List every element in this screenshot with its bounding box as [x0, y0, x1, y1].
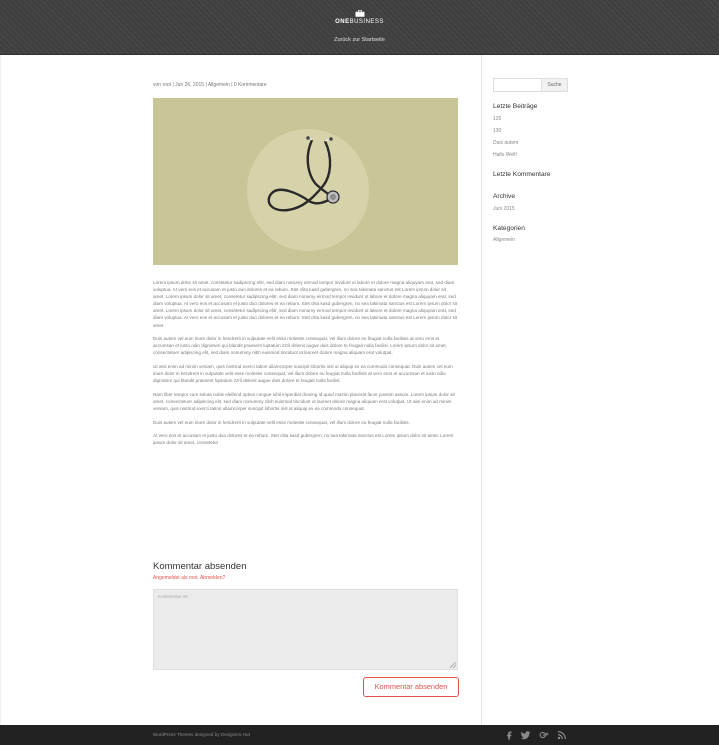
comment-form-title: Kommentar absenden: [153, 561, 247, 572]
search-button[interactable]: Suche: [541, 78, 568, 92]
page-edge: [0, 55, 1, 725]
post-paragraph: Nam liber tempor cum soluta nobis eleifend option congue nihil imperdiet doming id quod mazim placerat facer possim assum. Lorem ipsum dolor sit amet, consectetuer adipiscing elit, sed diam nonummy nibh euismod tincidunt ut laoreet dolore magna aliquam erat volutpat. Ut wisi enim ad minim veniam, quis nostrud exerci tation ullamcorper suscipit lobortis nisl ut aliquip ex ea commodo consequat.: [153, 391, 455, 411]
logo-bold: ONE: [335, 19, 350, 25]
comment-textarea[interactable]: [153, 589, 458, 670]
sidebar-divider: [481, 55, 482, 725]
recent-post-link[interactable]: 130: [493, 128, 502, 134]
logo-rest: BUSINESS: [349, 19, 384, 25]
recent-post-link[interactable]: Duis autem: [493, 140, 519, 146]
recent-comments-title: Letzte Kommentare: [493, 171, 551, 178]
post-content: [153, 279, 458, 453]
post-meta: von root | Jun 26, 2015 | Allgemein | 0 Kommentare: [153, 82, 267, 88]
post-paragraph: Ut wisi enim ad minim veniam, quis nostrud exerci tation ullamcorper suscipit lobortis nisl ut aliquip ex ea commodo consequat. Duis autem vel eum iriure dolor in hendrerit in vulputate velit esse molestie consequat, vel illum dolore eu feugiat nulla facilisis at vero eros et accumsan et iusto odio dignissim qui blandit praesent luptatum zzril delenit augue duis dolore te feugait nulla facilisi.: [153, 363, 453, 384]
category-link[interactable]: Allgemein: [493, 237, 515, 243]
archive-link[interactable]: Juni 2015: [493, 206, 515, 212]
nav-home-link[interactable]: Zurück zur Startseite: [334, 37, 385, 43]
site-logo[interactable]: [0, 10, 719, 25]
post-paragraph: Lorem ipsum dolor sit amet, consetetur sadipscing elitr, sed diam nonumy eirmod tempor invidunt ut labore et dolore magna aliquyam erat, sed diam voluptua. At vero eos et accusam et justo duo dolores et ea rebum. Stet clita kasd gubergren, no sea takimata sanctus est Lorem ipsum dolor sit amet. Lorem ipsum dolor sit amet, consetetur sadipscing elitr, sed diam nonumy eirmod tempor invidunt ut labore et dolore magna aliquyam erat, sed diam voluptua. At vero eos et accusam et justo duo dolores et ea rebum. Stet clita kasd gubergren, no sea takimata sanctus est Lorem ipsum dolor sit amet. Lorem ipsum dolor sit amet, consetetur sadipscing elitr, sed diam nonumy eirmod tempor invidunt ut labore et dolore magna aliquyam erat, sed diam voluptua. At vero eos et accusam et justo duo dolores et ea rebum. Stet clita kasd gubergren, no sea takimata sanctus est Lorem ipsum dolor sit amet.: [153, 280, 458, 328]
facebook-icon[interactable]: [504, 730, 514, 740]
resize-handle-icon[interactable]: [450, 662, 456, 668]
comment-placeholder: Kommentar ist: [158, 594, 188, 599]
site-header: [0, 0, 719, 55]
submit-comment-button[interactable]: Kommentar absenden: [363, 677, 459, 697]
stethoscope-icon: [153, 98, 458, 265]
featured-image: [153, 98, 458, 265]
site-footer: [0, 725, 719, 745]
rss-icon[interactable]: [557, 730, 567, 740]
recent-post-link[interactable]: 120: [493, 116, 502, 122]
post-paragraph: Duis autem vel eum iriure dolor in hendrerit in vulputate velit esse molestie consequat, vel illum dolore eu feugiat nulla facilisis at vero eros et accumsan et iusto odio dignissim qui blandit praesent luptatum zzril delenit augue duis dolore te feugait nulla facilisi. Lorem ipsum dolor sit amet, consectetuer adipiscing elit, sed diam nonummy nibh euismod tincidunt ut laoreet dolore magna aliquam erat volutpat.: [153, 336, 447, 356]
footer-credits[interactable]: WordPress Themes designed by Designers Hut: [153, 732, 250, 737]
recent-post-link[interactable]: Hallo Welt!: [493, 152, 518, 158]
logout-link[interactable]: Angemeldet als root. Abmelden?: [153, 575, 226, 581]
post-paragraph: At vero eos et accusam et justo duo dolores et ea rebum. Stet clita kasd gubergren, no sea takimata sanctus est Lorem ipsum dolor sit amet. Lorem ipsum dolor sit amet, consetetur: [153, 433, 454, 446]
search-input[interactable]: [493, 78, 542, 92]
twitter-icon[interactable]: [521, 730, 531, 740]
google-plus-icon[interactable]: [539, 730, 549, 740]
categories-title: Kategorien: [493, 225, 525, 232]
recent-posts-title: Letzte Beiträge: [493, 103, 538, 110]
post-paragraph: Duis autem vel eum iriure dolor in hendrerit in vulputate velit esse molestie consequat, vel illum dolore eu feugiat nulla facilisis.: [153, 419, 410, 425]
archive-title: Archive: [493, 193, 515, 200]
briefcase-icon: [355, 10, 365, 17]
